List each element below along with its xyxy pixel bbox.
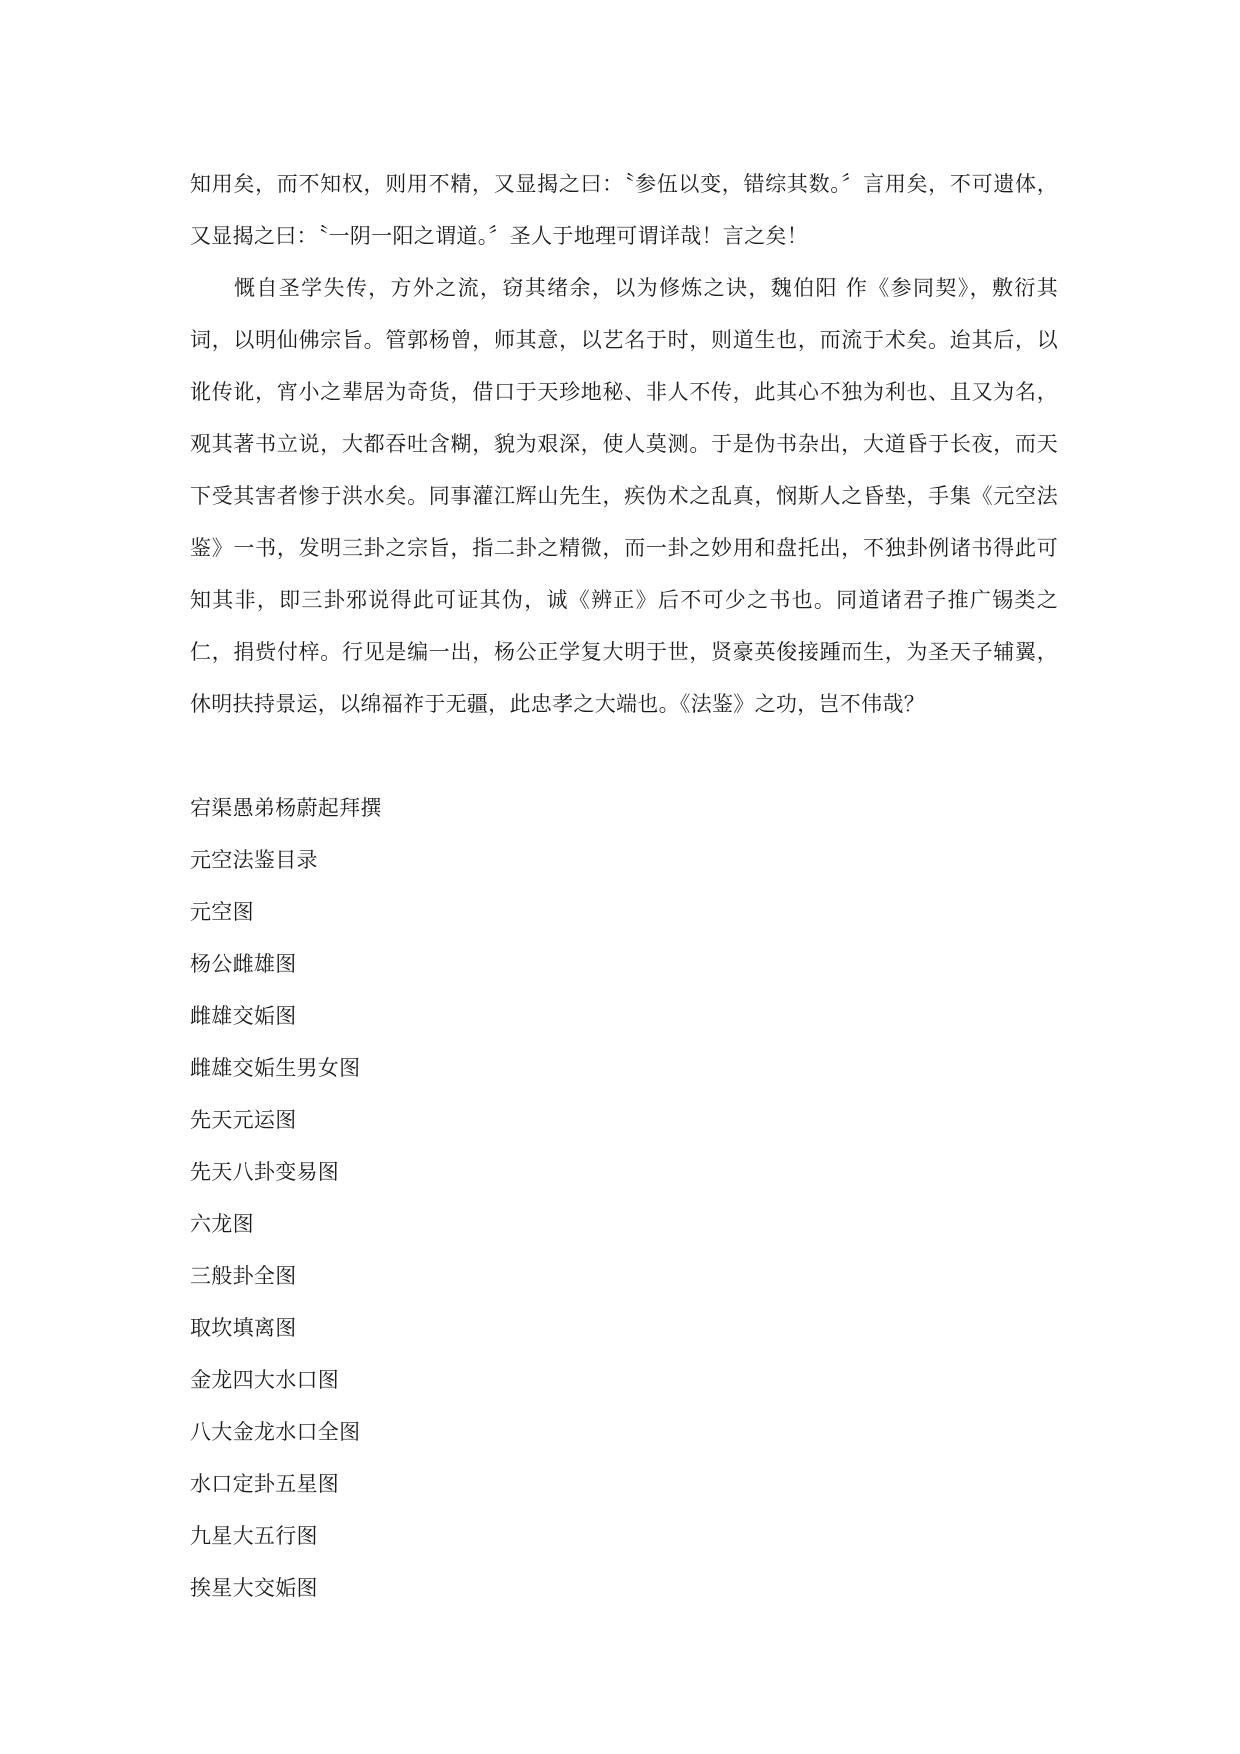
toc-item: 雌雄交姤生男女图: [190, 1056, 361, 1080]
toc-item: 金龙四大水口图: [190, 1368, 340, 1392]
toc-item: 六龙图: [190, 1212, 254, 1236]
paragraph-2: 慨自圣学失传，方外之流，窃其绪余，以为修炼之诀，魏伯阳 作《参同契》，敷衍其词，以明仙佛宗旨。管郭杨曾，师其意，以艺名于时，则道生也，而流于术矣。迨其后，以讹传讹，宵小之辈居为奇货，借口于天珍地秘、非人不传，此其心不独为利也、且又为名，观其著书立说，大都吞吐含糊，貌为艰深，使人莫测。于是伪书杂出，大道昏于长夜，而天下受其害者惨于洪水矣。同事灌江辉山先生，疾伪术之乱真，悯斯人之昏垫，手集《元空法鉴》一书，发明三卦之宗旨，指二卦之精微，而一卦之妙用和盘托出，不独卦例诸书得此可知其非，即三卦邪说得此可证其伪，诚《辨正》后不可少之书也。同道诸君子推广锡类之仁，捐赀付梓。行见是编一出，杨公正学复大明于世，贤豪英俊接踵而生，为圣天子辅翼，休明扶持景运，以绵福祚于无疆，此忠孝之大端也。《法鉴》之功，岂不伟哉？: [190, 276, 1058, 716]
toc-item: 挨星大交姤图: [190, 1576, 318, 1600]
toc-item: 杨公雌雄图: [190, 952, 297, 976]
toc-item: 水口定卦五星图: [190, 1472, 340, 1496]
toc-heading: 元空法鉴目录: [190, 848, 318, 872]
page-content: [190, 158, 1058, 1614]
toc-item: 元空图: [190, 900, 254, 924]
table-of-contents: [190, 834, 1058, 1614]
paragraph-1: 知用矣，而不知权，则用不精，又显揭之曰：〝参伍以变，错综其数。〞言用矣，不可遗体，又显揭之曰：〝一阴一阳之谓道。〞圣人于地理可谓详哉！言之矣！: [190, 172, 1058, 248]
toc-item: 八大金龙水口全图: [190, 1420, 361, 1444]
toc-item: 先天八卦变易图: [190, 1160, 340, 1184]
toc-item: 三般卦全图: [190, 1264, 297, 1288]
author-byline: 宕渠愚弟杨蔚起拜撰: [190, 796, 382, 820]
toc-item: 九星大五行图: [190, 1524, 318, 1548]
toc-item: 先天元运图: [190, 1108, 297, 1132]
toc-item: 取坎填离图: [190, 1316, 297, 1340]
toc-item: 雌雄交姤图: [190, 1004, 297, 1028]
